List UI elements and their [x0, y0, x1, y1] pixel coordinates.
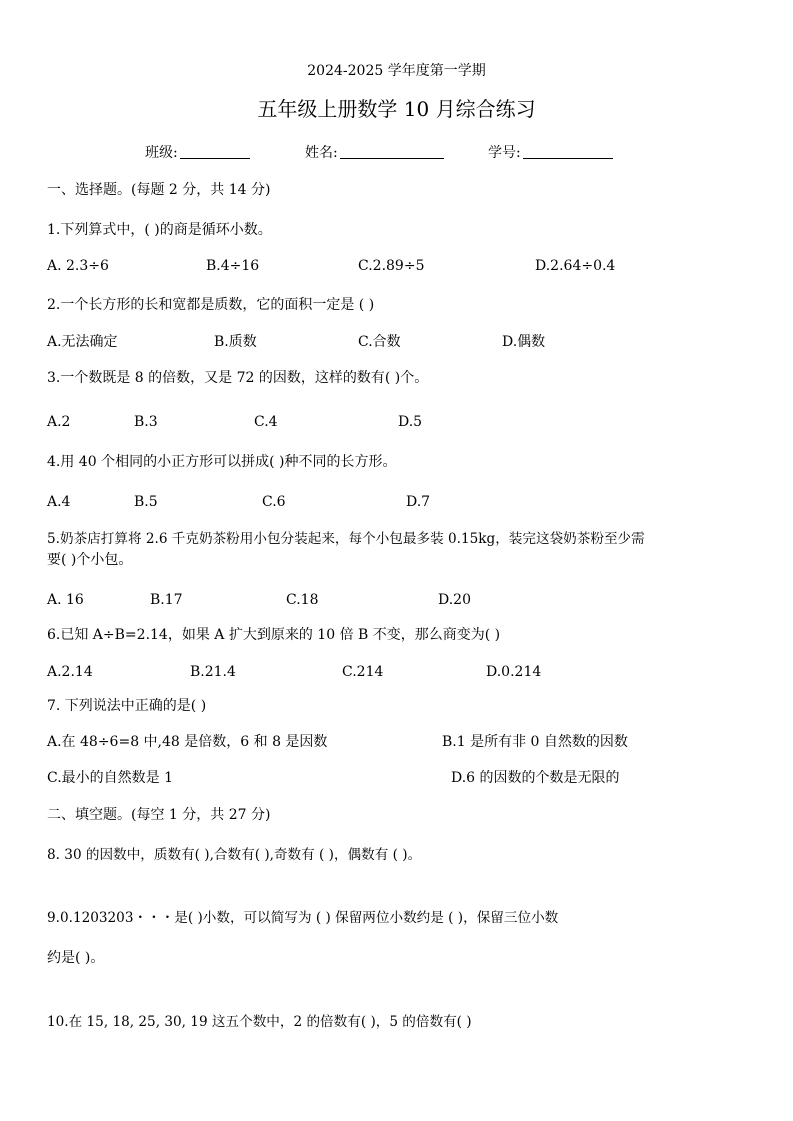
question-2-option-d: D.偶数 [502, 334, 546, 350]
question-2-stem: 2.一个长方形的长和宽都是质数，它的面积一定是 ( ) [47, 297, 375, 313]
question-7-option-d: D.6 的因数的个数是无限的 [451, 770, 620, 786]
question-7-option-a: A.在 48÷6=8 中,48 是倍数，6 和 8 是因数 [47, 734, 328, 750]
question-1-option-a: A. 2.3÷6 [47, 258, 109, 274]
question-3-option-b: B.3 [134, 414, 158, 430]
question-6-option-b: B.21.4 [190, 664, 236, 680]
question-5-option-a: A. 16 [47, 592, 84, 608]
question-1-option-c: C.2.89÷5 [358, 258, 425, 274]
question-5-option-b: B.17 [150, 592, 183, 608]
question-9-stem-line-2: 约是( )。 [47, 950, 105, 966]
class-label: 班级: [145, 145, 178, 161]
question-1-option-b: B.4÷16 [206, 258, 260, 274]
section-one-heading: 一、选择题。(每题 2 分，共 14 分) [47, 182, 271, 198]
question-6-option-c: C.214 [342, 664, 384, 680]
question-4-option-c: C.6 [262, 494, 286, 510]
question-2-option-a: A.无法确定 [47, 334, 118, 350]
question-6-option-a: A.2.14 [47, 664, 93, 680]
question-3-stem: 3.一个数既是 8 的倍数，又是 72 的因数，这样的数有( )个。 [47, 370, 429, 386]
question-3-option-d: D.5 [398, 414, 423, 430]
question-3-option-a: A.2 [47, 414, 71, 430]
section-two-heading: 二、填空题。(每空 1 分，共 27 分) [47, 807, 271, 823]
student-id-blank [523, 144, 613, 159]
question-4-option-a: A.4 [47, 494, 71, 510]
question-3-option-c: C.4 [254, 414, 278, 430]
question-5-stem-line-2: 要( )个小包。 [47, 552, 133, 568]
question-7-option-c: C.最小的自然数是 1 [47, 770, 174, 786]
question-10-stem: 10.在 15, 18, 25, 30, 19 这五个数中，2 的倍数有( )，5 的倍数有( ) [47, 1014, 472, 1030]
class-blank [180, 144, 250, 159]
name-field [305, 144, 444, 162]
student-id-label: 学号: [488, 145, 521, 161]
question-5-option-d: D.20 [438, 592, 471, 608]
page-title: 五年级上册数学 10 月综合练习 [257, 97, 536, 121]
question-1-stem: 1.下列算式中，( )的商是循环小数。 [47, 222, 272, 238]
question-6-option-d: D.0.214 [486, 664, 542, 680]
question-4-option-d: D.7 [406, 494, 431, 510]
question-1-option-d: D.2.64÷0.4 [535, 258, 616, 274]
question-8-stem: 8. 30 的因数中，质数有( ),合数有( ),奇数有 ( )，偶数有 ( )。 [47, 847, 422, 863]
question-5-stem-line-1: 5.奶茶店打算将 2.6 千克奶茶粉用小包分装起来，每个小包最多装 0.15kg，装完这袋奶茶粉至少需 [47, 531, 645, 547]
question-9-stem-line-1: 9.0.1203203・・・是( )小数，可以简写为 ( ) 保留两位小数约是 ( )，保留三位小数 [47, 910, 559, 926]
class-field [145, 144, 250, 162]
question-7-option-b: B.1 是所有非 0 自然数的因数 [442, 734, 628, 750]
student-id-field [488, 144, 613, 162]
question-2-option-c: C.合数 [358, 334, 401, 350]
question-5-option-c: C.18 [286, 592, 319, 608]
question-4-stem: 4.用 40 个相同的小正方形可以拼成( )种不同的长方形。 [47, 454, 397, 470]
question-7-stem: 7. 下列说法中正确的是( ) [47, 698, 207, 714]
name-blank [340, 144, 444, 159]
question-2-option-b: B.质数 [214, 334, 257, 350]
school-year-heading: 2024-2025 学年度第一学期 [307, 63, 486, 79]
question-6-stem: 6.已知 A÷B=2.14，如果 A 扩大到原来的 10 倍 B 不变，那么商变为( ) [47, 627, 501, 643]
name-label: 姓名: [305, 145, 338, 161]
question-4-option-b: B.5 [134, 494, 158, 510]
